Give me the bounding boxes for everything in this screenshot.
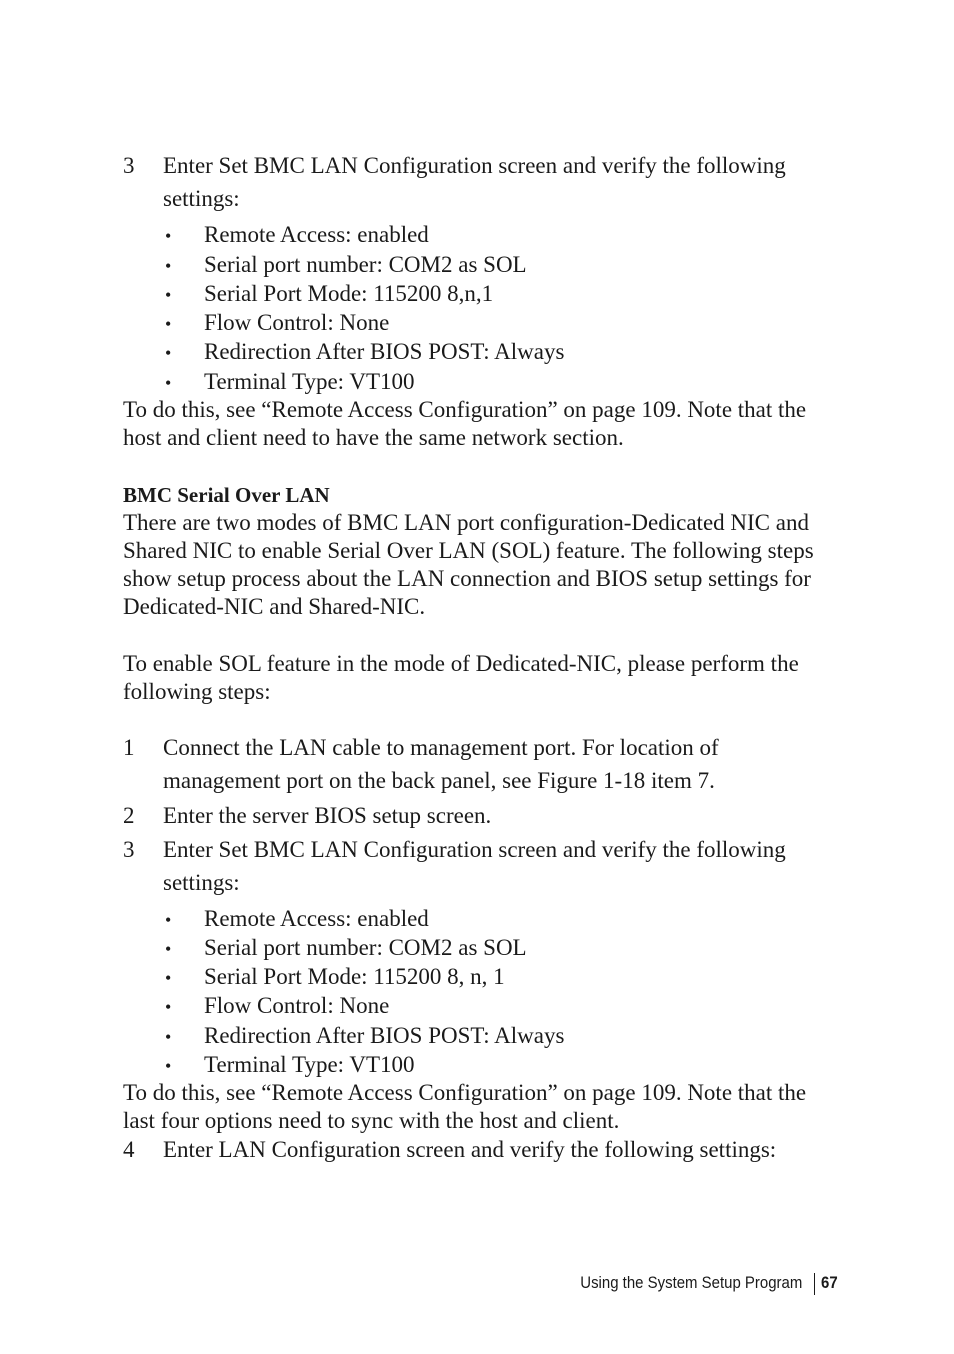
list-item: Serial Port Mode: 115200 8, n, 1	[204, 964, 505, 989]
list-item: Remote Access: enabled	[204, 222, 429, 247]
list-item: Redirection After BIOS POST: Always	[204, 1023, 565, 1048]
step-number: 3	[123, 153, 135, 178]
bullet-dot: •	[165, 343, 172, 363]
footer-title: Using the System Setup Program	[579, 1273, 802, 1292]
bullet-dot: •	[165, 314, 172, 334]
list-item: Remote Access: enabled	[204, 906, 429, 931]
note-text: To do this, see “Remote Access Configuration” on page 109. Note that the	[123, 1080, 807, 1105]
bullet-dot: •	[165, 373, 172, 393]
list-item: Serial Port Mode: 115200 8,n,1	[204, 281, 494, 306]
footer-divider	[814, 1273, 815, 1295]
paragraph-line: Shared NIC to enable Serial Over LAN (SOL) feature. The following steps	[123, 538, 814, 563]
step-text: Connect the LAN cable to management port. For location of	[163, 735, 719, 760]
step-text: Enter the server BIOS setup screen.	[163, 803, 492, 828]
bullet-dot: •	[165, 226, 172, 246]
step-number: 1	[123, 735, 135, 760]
bullet-dot: •	[165, 968, 172, 988]
paragraph-line: Dedicated-NIC and Shared-NIC.	[123, 594, 426, 619]
paragraph-line: There are two modes of BMC LAN port configuration-Dedicated NIC and	[123, 510, 809, 535]
step-text: Enter Set BMC LAN Configuration screen and verify the following	[163, 153, 786, 178]
bullet-dot: •	[165, 997, 172, 1017]
step-text: settings:	[163, 870, 240, 895]
paragraph-line: show setup process about the LAN connection and BIOS setup settings for	[123, 566, 811, 591]
list-item: Flow Control: None	[204, 310, 390, 335]
section-heading: BMC Serial Over LAN	[123, 483, 330, 507]
bullet-dot: •	[165, 1056, 172, 1076]
bullet-dot: •	[165, 256, 172, 276]
step-number: 3	[123, 837, 135, 862]
bullet-dot: •	[165, 1027, 172, 1047]
bullet-dot: •	[165, 285, 172, 305]
note-text: last four options need to sync with the host and client.	[123, 1108, 620, 1133]
paragraph-line: following steps:	[123, 679, 271, 704]
list-item: Flow Control: None	[204, 993, 390, 1018]
page-number: 67	[821, 1273, 838, 1292]
list-item: Serial port number: COM2 as SOL	[204, 935, 527, 960]
paragraph-line: To enable SOL feature in the mode of Dedicated-NIC, please perform the	[123, 651, 799, 676]
note-text: host and client need to have the same network section.	[123, 425, 624, 450]
bullet-dot: •	[165, 910, 172, 930]
list-item: Serial port number: COM2 as SOL	[204, 252, 527, 277]
step-text: settings:	[163, 186, 240, 211]
step-number: 4	[123, 1137, 135, 1162]
note-text: To do this, see “Remote Access Configuration” on page 109. Note that the	[123, 397, 807, 422]
step-number: 2	[123, 803, 135, 828]
list-item: Terminal Type: VT100	[204, 1052, 415, 1077]
step-text: Enter Set BMC LAN Configuration screen and verify the following	[163, 837, 786, 862]
step-text: Enter LAN Configuration screen and verify the following settings:	[163, 1137, 777, 1162]
list-item: Terminal Type: VT100	[204, 369, 415, 394]
step-text: management port on the back panel, see Figure 1-18 item 7.	[163, 768, 715, 793]
list-item: Redirection After BIOS POST: Always	[204, 339, 565, 364]
bullet-dot: •	[165, 939, 172, 959]
